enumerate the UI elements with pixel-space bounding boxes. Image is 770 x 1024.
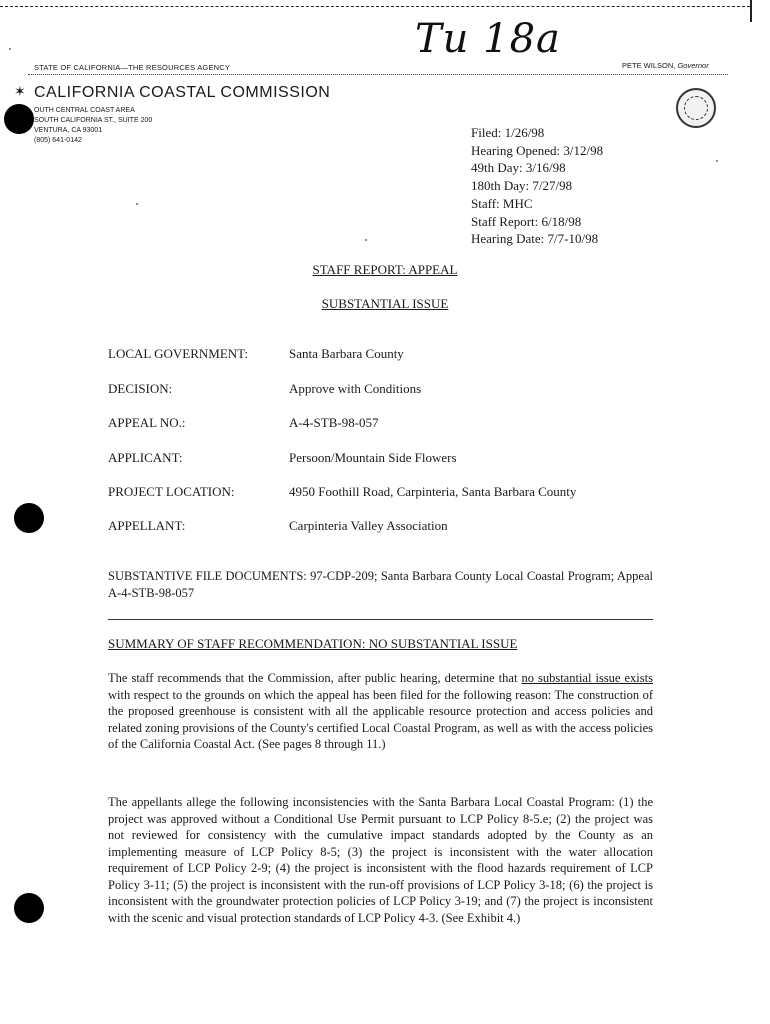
meta-180th-day: 180th Day: 7/27/98 <box>471 178 573 194</box>
summary-p1-underlined: no substantial issue exists <box>521 671 653 685</box>
meta-filed: Filed: 1/26/98 <box>471 125 545 140</box>
field-value-decision: Approve with Conditions <box>289 381 422 396</box>
summary-p1-before: The staff recommends that the Commission, after public hearing, determine that <box>108 671 522 685</box>
report-title: STAFF REPORT: APPEAL <box>312 262 458 277</box>
governor-title: Governor <box>677 61 709 70</box>
issue-title: SUBSTANTIAL ISSUE <box>321 296 449 311</box>
speck-mark <box>9 48 11 50</box>
meta-49th-day: 49th Day: 3/16/98 <box>471 160 566 176</box>
summary-p1-after: with respect to the grounds on which the appeal has been filed for the following reason: The construction of the proposed greenhouse is consistent with all the applicable resource protection and access policies and related zoning provisions of the County's certified Local Coastal Program, as well as with the access policies of the California Coastal Act. (See pages 8 through 11.) <box>108 687 653 751</box>
section-divider <box>108 619 653 620</box>
address-line-1: OUTH CENTRAL COAST AREA <box>34 107 135 114</box>
summary-paragraph-1 <box>108 670 653 753</box>
field-label-decision: DECISION: <box>108 381 173 396</box>
meta-staff-report: Staff Report: 6/18/98 <box>471 213 582 229</box>
address-line-3: VENTURA, CA 93001 <box>34 127 103 134</box>
summary-paragraph-2: The appellants allege the following inconsistencies with the Santa Barbara Local Coastal Program: (1) the project was approved without a Conditional Use Permit pursuant to LCP Policy 8-5.e; (2) the project was not reviewed for consistency with the cumulative impact standards adopted by the County as an implementing measure of LCP Policy 8-5; (3) the project is inconsistent with the water allocation requirement of LCP Policy 2-9; (4) the project is inconsistent with the flood hazards requirement of LCP Policy 3-11; (5) the project is inconsistent with the run-off provisions of LCP Policy 3-18; (6) the project is inconsistent with the groundwater protection policies of LCP Policy 3-19; and (7) the project is inconsistent with the scenic and visual protection standards of LCP Policy 4-3. (See Exhibit 4.) <box>108 795 653 925</box>
speck-mark <box>716 160 718 162</box>
handwritten-agenda-code: Tu 18a <box>415 16 561 62</box>
meta-hearing-opened: Hearing Opened: 3/12/98 <box>471 142 604 158</box>
field-label-appeal-no: APPEAL NO.: <box>108 415 186 430</box>
summary-heading: SUMMARY OF STAFF RECOMMENDATION: NO SUBSTANTIAL ISSUE <box>108 636 518 651</box>
address-line-4: (805) 641-0142 <box>34 137 82 144</box>
field-label-appellant: APPELLANT: <box>108 518 186 533</box>
field-label-local-government: LOCAL GOVERNMENT: <box>108 346 249 361</box>
page-edge-mark <box>750 0 752 22</box>
punch-hole-middle <box>14 503 44 533</box>
address-line-2: SOUTH CALIFORNIA ST., SUITE 200 <box>34 117 153 124</box>
state-seal-icon <box>676 88 716 128</box>
field-value-project-location: 4950 Foothill Road, Carpinteria, Santa Barbara County <box>289 484 577 499</box>
punch-hole-bottom <box>14 893 44 923</box>
agency-line: STATE OF CALIFORNIA—THE RESOURCES AGENCY <box>34 63 231 72</box>
speck-mark <box>136 203 138 205</box>
field-label-applicant: APPLICANT: <box>108 450 183 465</box>
field-value-appeal-no: A-4-STB-98-057 <box>289 415 379 430</box>
commission-name: CALIFORNIA COASTAL COMMISSION <box>34 84 331 101</box>
meta-staff: Staff: MHC <box>471 195 533 211</box>
governor-name: PETE WILSON, <box>622 61 676 70</box>
field-value-appellant: Carpinteria Valley Association <box>289 518 448 533</box>
field-value-applicant: Persoon/Mountain Side Flowers <box>289 450 457 465</box>
substantive-file-documents: SUBSTANTIVE FILE DOCUMENTS: 97-CDP-209; Santa Barbara County Local Coastal Program; Appeal A-4-STB-98-057 <box>108 569 653 600</box>
field-label-project-location: PROJECT LOCATION: <box>108 484 235 499</box>
header-rule <box>28 74 728 75</box>
top-dashed-rule <box>0 6 750 7</box>
meta-hearing-date: Hearing Date: 7/7-10/98 <box>471 231 599 247</box>
punch-hole-top <box>4 104 34 134</box>
field-value-local-government: Santa Barbara County <box>289 346 404 361</box>
governor-line <box>622 61 709 70</box>
star-mark: ✶ <box>14 85 26 100</box>
speck-mark <box>365 239 367 241</box>
filing-meta <box>471 124 603 248</box>
